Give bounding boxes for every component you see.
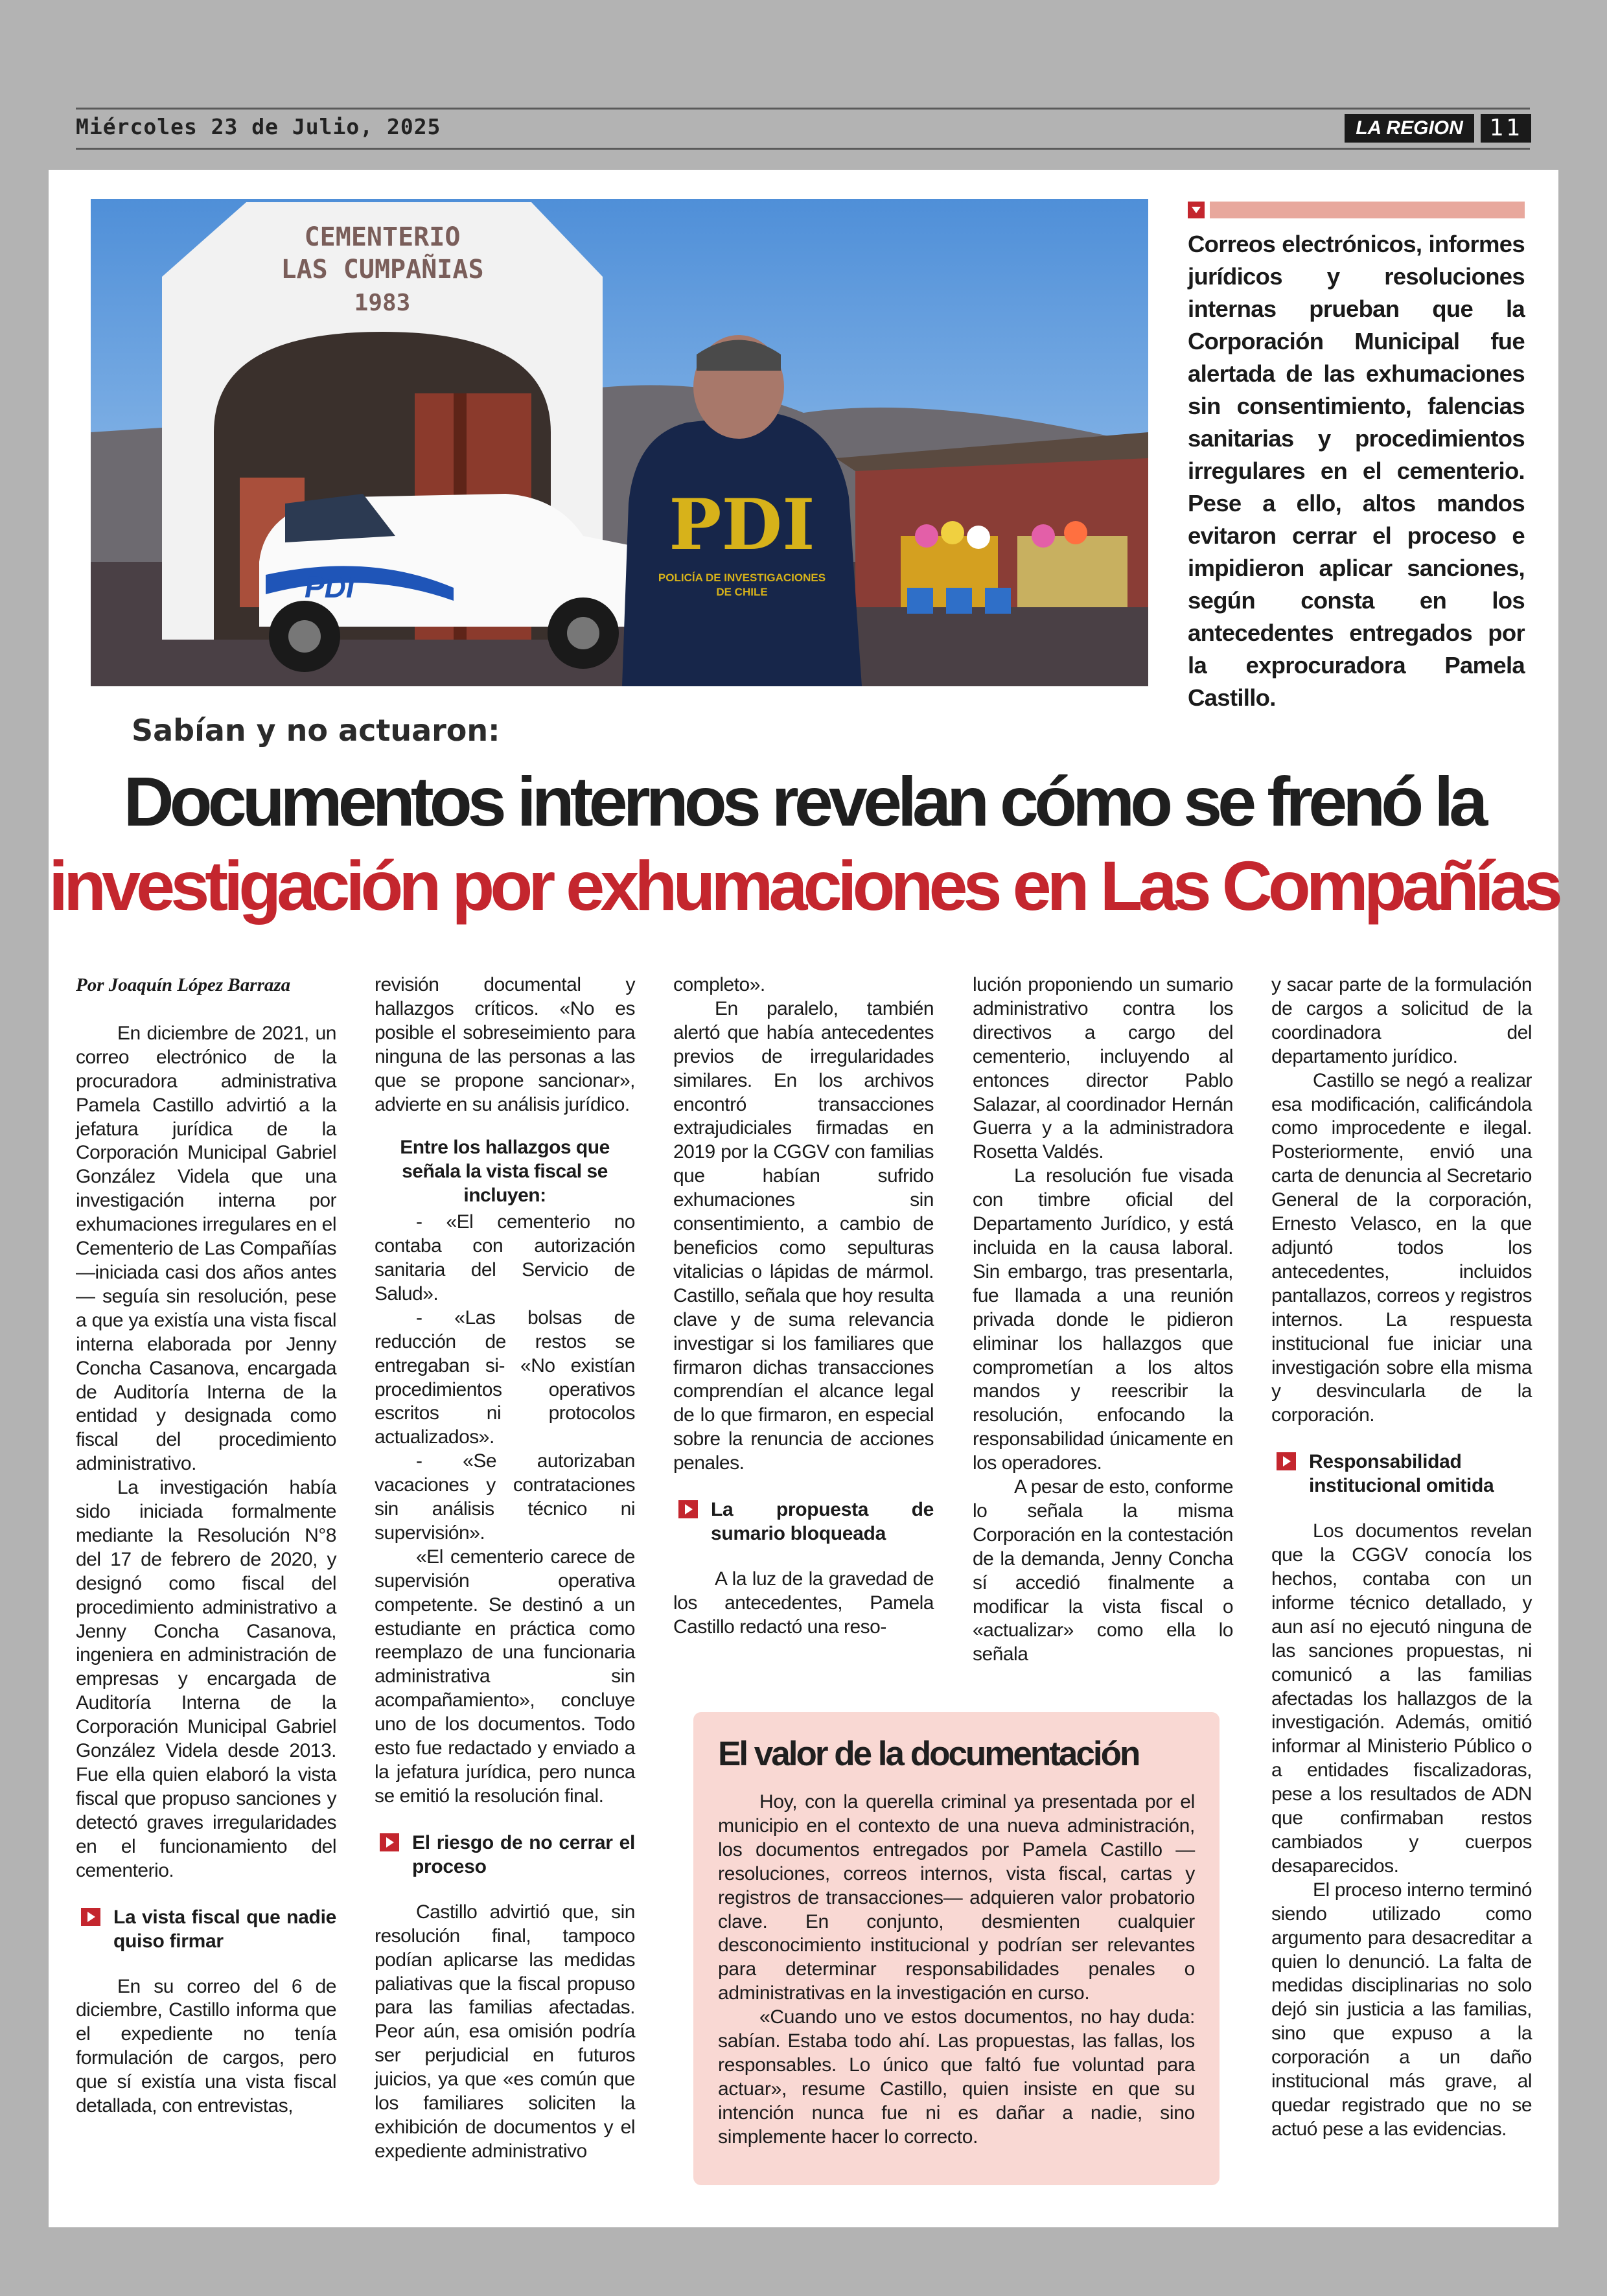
sidebar-paragraph: Hoy, con la querella criminal ya presentada por el municipio en el contexto de una nueva administración, los documentos entregados por Pamela Castillo —resoluciones, correos internos, vista fiscal, cartas y registros de transacciones— adquieren valor probatorio clave. En conjunto, desmienten cualquier desconocimiento institucional y podrían ser relevantes para determinar responsabilidades penales o administrativas en la investigación en curso. <box>718 1791 1195 2004</box>
paragraph: El proceso interno terminó siendo utilizado como argumento para desacreditar a quien lo denunció. La falta de medidas disciplinarias no solo dejó sin justicia a las familias, sino que expuso a la corporación a un daño institucional más grave, al quedar registrado que no se actuó pese a las evidencias. <box>1271 1879 1532 2140</box>
paragraph: En diciembre de 2021, un correo electrónico de la procuradora administrativa Pamela Castillo advirtió a la jefatura jurídica de la Corporación Municipal Gabriel González Videla que una investigación interna por exhumaciones irregulares en el Cementerio de Las Compañías —iniciada casi dos años antes— seguía sin resolución, pese a que ya existía una vista fiscal interna elaborada por Jenny Concha Casanova, encargada de Auditoría Interna de la entidad y designada como fiscal del procedimiento administrativo. <box>76 1022 336 1475</box>
paragraph: A la luz de la gravedad de los antecedentes, Pamela Castillo redactó una reso- <box>673 1568 934 1638</box>
page-number: 11 <box>1481 114 1531 143</box>
paragraph: La resolución fue visada con timbre oficial del Departamento Jurídico, y está incluida en la causa laboral. Sin embargo, tras presentarla, fue llamada a una reunión privada donde le pidieron eliminar los hallazgos que comprometían a los altos mandos y reescribir la resolución, enfocando la responsabilidad únicamente en los operadores. <box>973 1165 1233 1474</box>
paragraph: La investigación había sido iniciada formalmente mediante la Resolución N°8 del 17 de febrero de 2020, y designó como fiscal del procedimiento administrativo a Jenny Concha Casanova, ingeniera en administración de empresas y encargada de Auditoría Interna de la Corporación Municipal Gabriel González Videla desde 2013. Fue ella quien elaboró la vista fiscal que propuso sanciones y detectó graves irregularidades en el funcionamiento del cementerio. <box>76 1477 336 1881</box>
paragraph: En paralelo, también alertó que había antecedentes previos de irregularidades similares. En los archivos encontró transacciones extrajudiciales firmadas en 2019 por la CGGV con familias que habían sufrido exhumaciones sin consentimiento, a cambio de beneficios como sepulturas vitalicias o lápidas de mármol. Castillo, señala que hoy resulta clave y de suma relevancia investigar si los familiares que firmaron dichas transacciones comprendían el alcance legal de lo que firmaron, en especial sobre la renuncia de acciones penales. <box>673 997 934 1474</box>
paragraph: A pesar de esto, conforme lo señala la misma Corporación en la contestación de la demanda, Jenny Concha sí accedió finalmente a modificar la vista fiscal o «actualizar» como ella lo señala <box>973 1476 1233 1665</box>
lead-accent-bar <box>1210 202 1525 218</box>
subheading <box>76 1905 336 1953</box>
subheading-text: La vista fiscal que nadie quiso firmar <box>113 1906 336 1952</box>
subheading-text: El riesgo de no cerrar el proceso <box>412 1831 635 1877</box>
sidebar-title: El valor de la documentación <box>718 1735 1139 1773</box>
subheading <box>673 1498 934 1546</box>
subheading <box>375 1831 635 1879</box>
subheading-text: Responsabilidad institucional omitida <box>1309 1451 1494 1497</box>
jacket-caption-line1: POLICÍA DE INVESTIGACIONES <box>658 572 826 584</box>
triangle-down-icon <box>1188 202 1205 218</box>
column-4 <box>973 973 1233 1667</box>
subheading-text: La propuesta de sumario bloqueada <box>711 1499 934 1545</box>
column-2 <box>375 973 635 2164</box>
triangle-right-icon <box>678 1500 698 1518</box>
header-rule-top <box>76 108 1530 110</box>
byline: Por Joaquín López Barraza <box>76 975 291 995</box>
headline-line-1: Documentos internos revelan cómo se frenó la <box>123 762 1484 841</box>
paragraph: y sacar parte de la formulación de cargos a solicitud de la coordinadora del departamento jurídico. <box>1271 974 1532 1067</box>
vehicle-logo: PDI <box>305 570 354 604</box>
headline-line-2: investigación por exhumaciones en Las Compañías <box>49 846 1558 925</box>
arch-sign-line2: LAS CUMPAÑIAS <box>281 255 484 284</box>
findings-heading: Entre los hallazgos que señala la vista fiscal se incluyen: <box>400 1137 610 1207</box>
cemetery-photo <box>91 199 1148 686</box>
column-1 <box>76 973 336 2118</box>
paragraph: Castillo se negó a realizar esa modificación, calificándola como improcedente e ilegal. Posteriormente, envió una carta de denuncia al Secretario General de la corporación, Ernesto Velasco, en la que adjuntó todos los antecedentes, incluidos pantallazos, correos y registros internos. La respuesta institucional fue iniciar una investigación sobre ella misma y desvincularla de la corporación. <box>1271 1069 1532 1426</box>
paragraph: revisión documental y hallazgos críticos. «No es posible el sobreseimiento para ninguna de las personas a las que se propone sancionar», advierte en su análisis jurídico. <box>375 974 635 1115</box>
lead-marker <box>1188 201 1525 219</box>
sidebar-paragraph: «Cuando uno ve estos documentos, no hay duda: sabían. Estaba todo ahí. Las propuestas, las fallas, los responsables. Lo único que faltó fue voluntad para actuar», resume Castillo, quien insiste en que su intención nunca fue ni es dañar a nadie, sino simplemente hacer lo correcto. <box>718 2006 1195 2148</box>
list-item: - «El cementerio no contaba con autorización sanitaria del Servicio de Salud». <box>375 1211 635 1305</box>
lead-paragraph: Correos electrónicos, informes jurídicos y resoluciones internas prueban que la Corporación Municipal fue alertada de las exhumaciones sin consentimiento, falencias sanitarias y procedimientos irregulares en el cementerio. Pese a ello, altos mandos evitaron cerrar el proceso e impidieron aplicar sanciones, según consta en los antecedentes entregados por la exprocuradora Pamela Castillo. <box>1188 231 1525 711</box>
column-3 <box>673 973 934 1640</box>
list-item: - «Las bolsas de reducción de restos se entregaban si- «No existían procedimientos operativos escritos ni protocolos actualizados». <box>375 1306 635 1448</box>
arch-sign-year: 1983 <box>354 290 411 316</box>
paragraph: completo». <box>673 974 765 995</box>
triangle-right-icon <box>380 1833 399 1851</box>
paragraph: Los documentos revelan que la CGGV conocía los hechos, contaba con un informe técnico detallado, y aun así no ejecutó ninguna de las sanciones propuestas, ni comunicó a las familias afectadas los hallazgos de la investigación. Además, omitió informar al Ministerio Público o a entidades fiscalizadoras, pese a los resultados de ADN que confirmaban restos cambiados y cuerpos desaparecidos. <box>1271 1520 1532 1877</box>
kicker: Sabían y no actuaron: <box>132 713 500 748</box>
paragraph: lución proponiendo un sumario administrativo contra los directivos a cargo del cementerio, incluyendo al entonces director Pablo Salazar, al coordinador Hernán Guerra y a la administradora Rosetta Valdés. <box>973 974 1233 1163</box>
paragraph: «El cementerio carece de supervisión operativa competente. Se destinó a un estudiante en práctica como reemplazo de una funcionaria administrativa sin acompañamiento», concluye uno de los documentos. Todo esto fue redactado y enviado a la jefatura jurídica, pero nunca se emitió la resolución final. <box>375 1546 635 1807</box>
column-5 <box>1271 973 1532 2142</box>
paragraph: Castillo advirtió que, sin resolución final, tampoco podían aplicarse las medidas paliativas que la fiscal propuso para las familias afectadas. Peor aún, esa omisión podría ser perjudicial en futuros juicios, ya que «es común que los familiares soliciten la exhibición de documentos y el expediente administrativo <box>375 1901 635 2162</box>
subheading <box>1271 1450 1532 1498</box>
issue-date: Miércoles 23 de Julio, 2025 <box>76 114 441 139</box>
jacket-caption-line2: DE CHILE <box>716 586 768 598</box>
paragraph: En su correo del 6 de diciembre, Castillo informa que el expediente no tenía formulación de cargos, pero que sí existía una vista fiscal detallada, con entrevistas, <box>76 1975 336 2117</box>
arch-sign-line1: CEMENTERIO <box>304 222 461 252</box>
header-rule-bottom <box>76 148 1530 150</box>
list-item: - «Se autorizaban vacaciones y contrataciones sin análisis técnico ni supervisión». <box>375 1450 635 1544</box>
triangle-right-icon <box>81 1908 100 1926</box>
triangle-right-icon <box>1277 1452 1296 1470</box>
sidebar-box <box>693 1712 1220 2185</box>
masthead-logo: LA REGION <box>1345 114 1474 143</box>
article-page <box>49 170 1558 2227</box>
jacket-logo: PDI <box>669 484 815 566</box>
lead-box <box>1188 201 1525 714</box>
